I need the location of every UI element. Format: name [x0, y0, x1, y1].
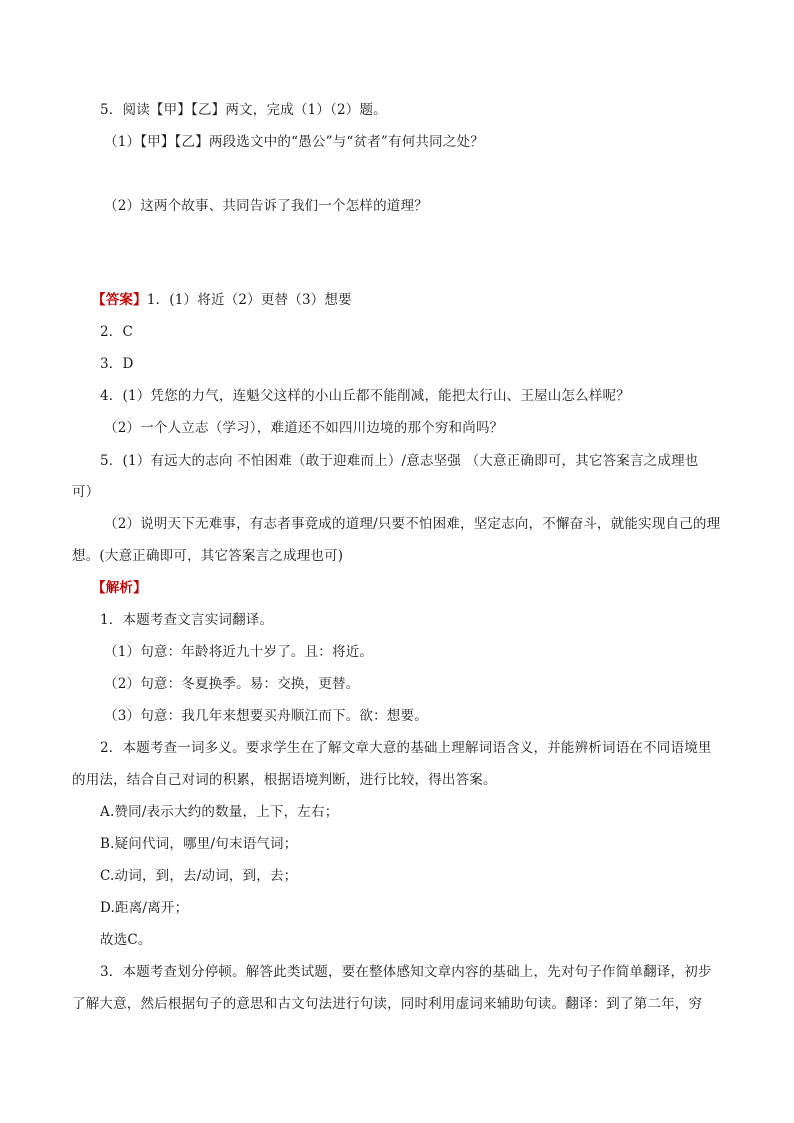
analysis-2b: 的用法，结合自己对词的积累，根据语境判断，进行比较，得出答案。: [72, 772, 497, 788]
analysis-label: 【解析】: [92, 580, 147, 596]
answer-4-part-1: 4．(1）凭您的力气，连魁父这样的小山丘都不能削减，能把太行山、王屋山怎么样呢？: [100, 388, 630, 404]
answer-4-part-2: （2）一个人立志（学习），难道还不如四川边境的那个穷和尚吗？: [104, 420, 504, 436]
answer-5-part-2b: 想。(大意正确即可，其它答案言之成理也可): [72, 548, 344, 564]
answer-1: 1．(1）将近（2）更替（3）想要: [146, 292, 352, 308]
question-5-sub-2: （2）这两个故事、共同告诉了我们一个怎样的道理？: [104, 198, 428, 214]
answer-5-part-1b: 可）: [72, 484, 100, 500]
analysis-2a: 2．本题考查一词多义。要求学生在了解文章大意的基础上理解词语含义，并能辨析词语在不同语境里: [100, 740, 712, 756]
choose-answer: 故选C。: [100, 932, 152, 948]
analysis-3b: 了解大意，然后根据句子的意思和古文句法进行句读，同时利用虚词来辅助句读。翻译：到了第二年，穷: [72, 996, 703, 1012]
answer-5-part-2a: （2）说明天下无难事，有志者事竟成的道理/只要不怕困难，坚定志向，不懈奋斗，就能实现自己的理: [104, 516, 721, 532]
option-b: B.疑问代词，哪里/句末语气词；: [100, 836, 298, 852]
answer-line-1: [92, 290, 352, 310]
analysis-1-3: （3）句意：我几年来想要买舟顺江而下。欲：想要。: [104, 708, 428, 724]
option-a: A.赞同/表示大约的数量，上下，左右；: [100, 804, 339, 820]
answer-2: 2．C: [100, 324, 134, 340]
answer-5-part-1a: 5．(1）有远大的志向 不怕困难（敢于迎难而上）/意志坚强 （大意正确即可，其它答案言之成理也: [100, 453, 699, 469]
answer-3: 3．D: [100, 356, 134, 372]
analysis-3a: 3．本题考查划分停顿。解答此类试题，要在整体感知文章内容的基础上，先对句子作简单翻译，初步: [100, 964, 712, 980]
analysis-1-1: （1）句意：年龄将近九十岁了。且：将近。: [104, 644, 374, 660]
option-d: D.距离/离开；: [100, 900, 189, 916]
analysis-1-2: （2）句意：冬夏换季。易：交换，更替。: [104, 676, 360, 692]
question-5-stem: 5．阅读【甲】【乙】两文，完成（1）（2）题。: [100, 102, 387, 118]
question-5-sub-1: （1）【甲】【乙】两段选文中的“愚公”与“贫者”有何共同之处？: [104, 134, 484, 150]
option-c: C.动词，到，去/动词，到，去；: [100, 868, 298, 884]
analysis-1: 1．本题考查文言实词翻译。: [100, 612, 274, 628]
answer-label: 【答案】: [92, 292, 147, 308]
